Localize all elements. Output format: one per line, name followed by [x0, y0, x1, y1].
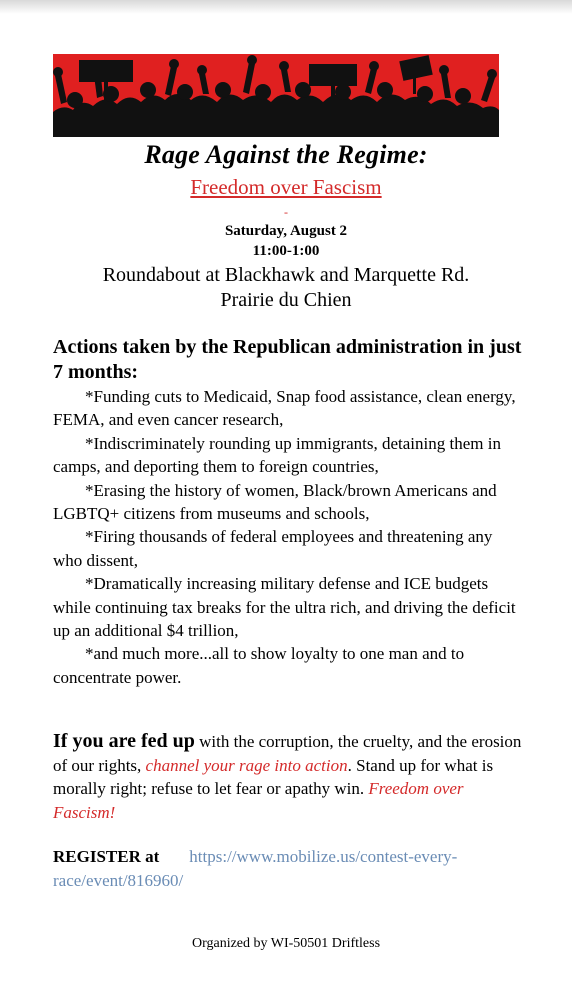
action-item: *and much more...all to show loyalty to one man and to concentrate power.	[53, 644, 465, 687]
actions-section	[53, 335, 523, 689]
action-item: *Funding cuts to Medicaid, Snap food assistance, clean energy, FEMA, and even cancer research,	[53, 387, 516, 430]
event-time: 11:00-1:00	[252, 243, 320, 259]
protest-banner	[53, 54, 499, 137]
action-item: *Indiscriminately rounding up immigrants, detaining them in camps, and deporting them to foreign countries,	[53, 433, 501, 477]
event-town: Prairie du Chien	[220, 289, 352, 311]
register-link[interactable]: https://www.mobilize.us/contest-every-race/event/816960/	[53, 847, 458, 890]
event-subtitle: Freedom over Fascism	[190, 175, 382, 199]
action-item: *Dramatically increasing military defense and ICE budgets while continuing tax breaks for the ultra rich, and driving the deficit up an additional $4 trillion,	[53, 574, 516, 641]
event-date: Saturday, August 2	[224, 223, 348, 239]
action-item: *Erasing the history of women, Black/brown Americans and LGBTQ+ citizens from museums and schools,	[53, 480, 497, 524]
call-text-2: . Stand up for what is morally right; refuse to let fear or apathy win.	[53, 755, 494, 798]
top-shadow	[0, 0, 572, 14]
call-emphasis: channel your rage into action	[145, 755, 348, 775]
event-location: Roundabout at Blackhawk and Marquette Rd.	[102, 264, 470, 286]
call-to-action	[53, 730, 523, 824]
call-lead: If you are fed up	[53, 730, 195, 752]
call-slogan: Freedom over Fascism!	[53, 779, 464, 822]
register-label: REGISTER at	[53, 847, 160, 866]
organizer-footer: Organized by WI-50501 Driftless	[191, 936, 381, 951]
protest-crowd-silhouette-icon	[53, 54, 499, 137]
register-section	[53, 845, 523, 892]
call-text: with the corruption, the cruelty, and the erosion of our rights,	[53, 732, 522, 775]
event-title: Rage Against the Regime:	[144, 140, 428, 169]
actions-heading: Actions taken by the Republican administration in just 7 months:	[53, 336, 522, 383]
action-item: *Firing thousands of federal employees and threatening any who dissent,	[53, 527, 493, 570]
subtitle-dash: -	[284, 205, 288, 219]
